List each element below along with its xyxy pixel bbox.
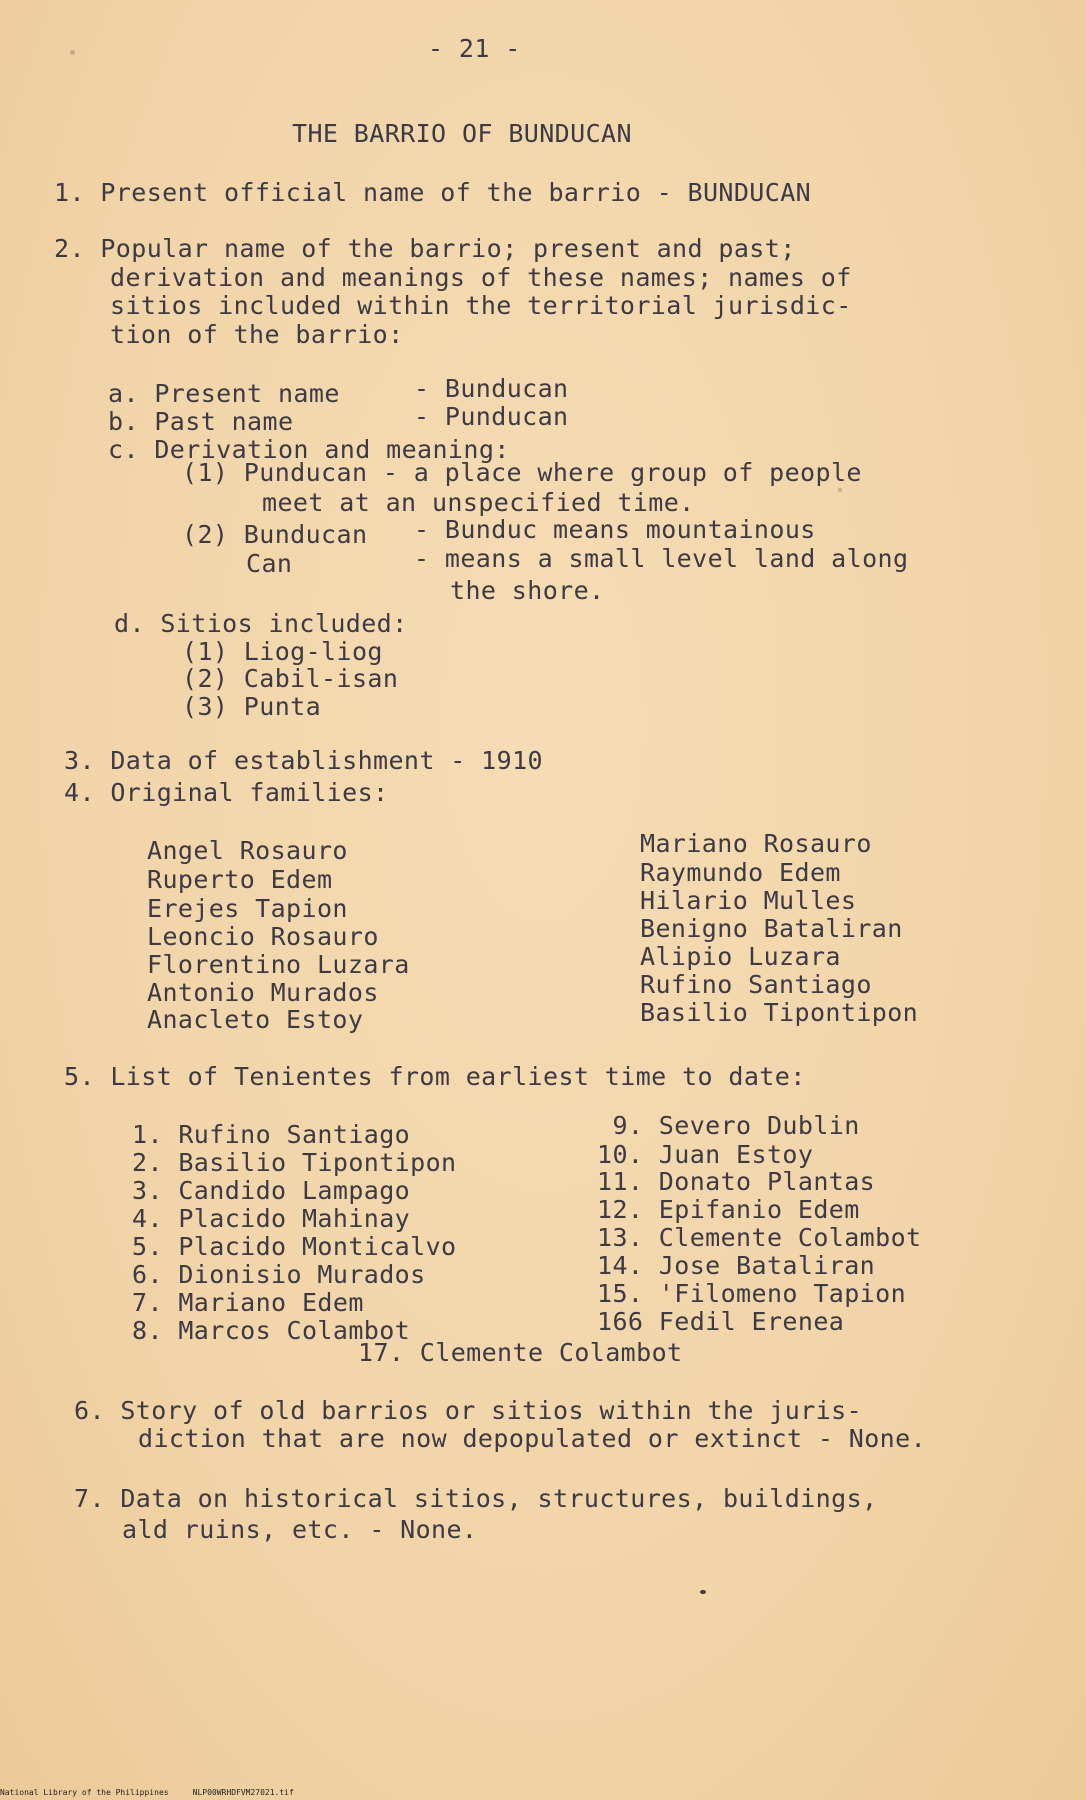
question-2-line: sitios included within the territorial jurisdic- xyxy=(110,291,852,320)
teniente-item: 5. Placido Monticalvo xyxy=(132,1232,457,1261)
teniente-item: 10. Juan Estoy xyxy=(597,1140,814,1169)
present-name-value: - Bunducan xyxy=(414,374,569,403)
family-name: Basilio Tipontipon xyxy=(640,998,919,1027)
teniente-item: 14. Jose Bataliran xyxy=(597,1251,876,1280)
sitio-item: (3) Punta xyxy=(182,692,322,721)
derivation-3-line2: the shore. xyxy=(450,576,605,605)
question-4: 4. Original families: xyxy=(64,778,389,807)
teniente-item: 1. Rufino Santiago xyxy=(132,1120,411,1149)
family-name: Erejes Tapion xyxy=(147,894,348,923)
question-2-line: tion of the barrio: xyxy=(110,320,404,349)
derivation-3-meaning: - means a small level land along xyxy=(414,544,909,573)
teniente-item: 13. Clemente Colambot xyxy=(597,1223,922,1252)
family-name: Mariano Rosauro xyxy=(640,829,872,858)
derivation-label: c. Derivation and meaning: xyxy=(108,435,510,464)
teniente-item: 11. Donato Plantas xyxy=(597,1167,876,1196)
question-2-line: derivation and meanings of these names; names of xyxy=(110,263,852,292)
sitios-label: d. Sitios included: xyxy=(114,609,408,638)
teniente-item: 8. Marcos Colambot xyxy=(132,1316,411,1345)
teniente-item: 15. 'Filomeno Tapion xyxy=(597,1279,907,1308)
question-1: 1. Present official name of the barrio - BUNDUCAN xyxy=(54,178,812,207)
teniente-item: 3. Candido Lampago xyxy=(132,1176,411,1205)
paper-speck xyxy=(70,50,75,55)
derivation-3-term: Can xyxy=(246,549,293,578)
past-name-value: - Punducan xyxy=(414,402,569,431)
question-3: 3. Data of establishment - 1910 xyxy=(64,746,543,775)
family-name: Ruperto Edem xyxy=(147,865,333,894)
family-name: Angel Rosauro xyxy=(147,836,348,865)
teniente-item: 12. Epifanio Edem xyxy=(597,1195,860,1224)
teniente-item: 6. Dionisio Murados xyxy=(132,1260,426,1289)
sitio-item: (1) Liog-liog xyxy=(182,637,383,666)
paper-speck xyxy=(700,1590,706,1594)
family-name: Hilario Mulles xyxy=(640,886,857,915)
page-number: - 21 - xyxy=(428,34,521,63)
question-6-line: diction that are now depopulated or extinct - None. xyxy=(138,1424,927,1453)
family-name: Alipio Luzara xyxy=(640,942,841,971)
derivation-1-line2: meet at an unspecified time. xyxy=(262,488,695,517)
question-6-line: 6. Story of old barrios or sitios within the juris- xyxy=(74,1396,863,1425)
sitio-item: (2) Cabil-isan xyxy=(182,664,399,693)
family-name: Leoncio Rosauro xyxy=(147,922,379,951)
teniente-item: 7. Mariano Edem xyxy=(132,1288,364,1317)
question-7-line: ald ruins, etc. - None. xyxy=(122,1515,478,1544)
question-2-line: 2. Popular name of the barrio; present and past; xyxy=(54,234,796,263)
past-name-label: b. Past name xyxy=(108,407,294,436)
derivation-2-term: (2) Bunducan xyxy=(182,520,368,549)
family-name: Raymundo Edem xyxy=(640,858,841,887)
family-name: Antonio Murados xyxy=(147,978,379,1007)
family-name: Benigno Bataliran xyxy=(640,914,903,943)
page-title: THE BARRIO OF BUNDUCAN xyxy=(292,119,632,148)
present-name-label: a. Present name xyxy=(108,379,340,408)
paper-speck xyxy=(838,488,842,492)
family-name: Rufino Santiago xyxy=(640,970,872,999)
teniente-item: 4. Placido Mahinay xyxy=(132,1204,411,1233)
archive-footer: National Library of the Philippines NLP00WRHDFVM27021.tif xyxy=(0,1788,294,1797)
teniente-item: 166 Fedil Erenea xyxy=(597,1307,845,1336)
family-name: Florentino Luzara xyxy=(147,950,410,979)
teniente-item: 2. Basilio Tipontipon xyxy=(132,1148,457,1177)
derivation-1-line1: (1) Punducan - a place where group of people xyxy=(182,458,862,487)
derivation-2-meaning: - Bunduc means mountainous xyxy=(414,515,816,544)
question-5: 5. List of Tenientes from earliest time to date: xyxy=(64,1062,806,1091)
teniente-item: 9. Severo Dublin xyxy=(597,1111,860,1140)
teniente-item: 17. Clemente Colambot xyxy=(358,1338,683,1367)
question-7-line: 7. Data on historical sitios, structures, buildings, xyxy=(74,1484,878,1513)
family-name: Anacleto Estoy xyxy=(147,1005,364,1034)
